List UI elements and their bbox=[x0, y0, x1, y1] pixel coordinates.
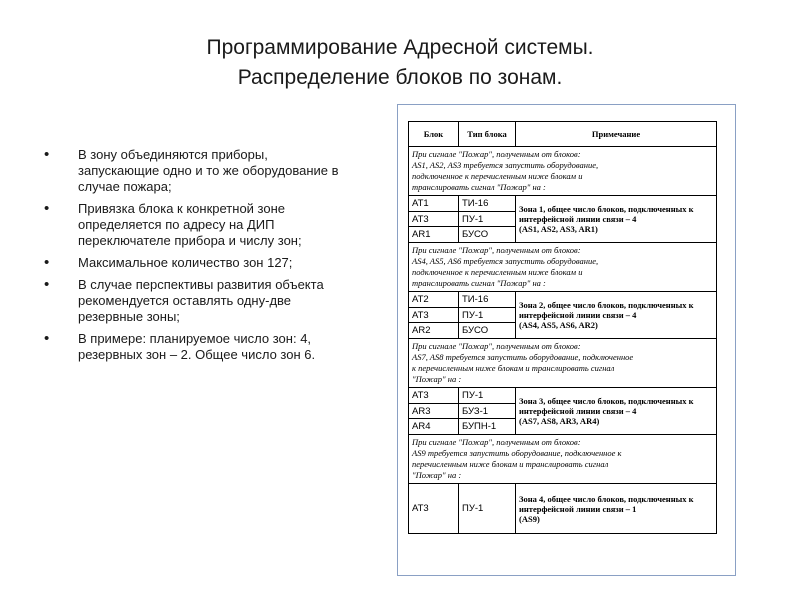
table-row bbox=[409, 292, 717, 308]
block-code-cell: АТ1 bbox=[409, 196, 459, 212]
bullet-item: • В зону объединяются приборы, запускающие одно и то же оборудование в случае пожара; bbox=[44, 147, 344, 195]
zone-blocks-table bbox=[408, 121, 717, 534]
block-type-cell: ПУ-1 bbox=[459, 212, 516, 227]
slide-title bbox=[0, 33, 800, 93]
block-type-cell: ТИ-16 bbox=[459, 292, 516, 308]
block-code-cell: АТ3 bbox=[409, 484, 459, 534]
header-note: Примечание bbox=[516, 122, 717, 147]
zone-note-cell bbox=[516, 388, 717, 435]
block-type-cell: БУПН-1 bbox=[459, 419, 516, 435]
zone-note-addresses: (AS9) bbox=[519, 513, 540, 524]
block-code-cell: AR4 bbox=[409, 419, 459, 435]
block-code-cell: АТ3 bbox=[409, 308, 459, 323]
condition-line: подключенное к перечисленным ниже блокам и bbox=[412, 267, 583, 277]
condition-line: При сигнале "Пожар", полученным от блоков: bbox=[412, 245, 581, 255]
document-image-frame bbox=[397, 104, 736, 576]
condition-line: AS9 требуется запустить оборудование, подключенное к bbox=[412, 448, 622, 458]
block-type-cell: БУСО bbox=[459, 227, 516, 243]
block-type-cell: БУЗ-1 bbox=[459, 404, 516, 419]
block-type-cell: БУСО bbox=[459, 323, 516, 339]
block-type-cell: ПУ-1 bbox=[459, 388, 516, 404]
bullet-item: • Максимальное количество зон 127; bbox=[44, 255, 344, 271]
block-type-cell: ПУ-1 bbox=[459, 484, 516, 534]
zone-note-addresses: (AS4, AS5, AS6, AR2) bbox=[519, 320, 598, 330]
condition-line: "Пожар" на : bbox=[412, 470, 462, 480]
zone-note-text: Зона 2, общее число блоков, подключенных к интерфейсной линии связи – 4 bbox=[519, 300, 694, 320]
header-block: Блок bbox=[409, 122, 459, 147]
condition-line: При сигнале "Пожар", полученным от блоков: bbox=[412, 437, 581, 447]
condition-line: подключенное к перечисленным ниже блокам и bbox=[412, 171, 583, 181]
condition-line: AS1, AS2, AS3 требуется запустить оборудование, bbox=[412, 160, 599, 170]
table-row bbox=[409, 196, 717, 212]
condition-line: перечисленным ниже блокам и транслировать сигнал bbox=[412, 459, 609, 469]
block-type-cell: ПУ-1 bbox=[459, 308, 516, 323]
block-code-cell: АТ3 bbox=[409, 212, 459, 227]
block-code-cell: АТ2 bbox=[409, 292, 459, 308]
table-header-row bbox=[409, 122, 717, 147]
block-code-cell: AR2 bbox=[409, 323, 459, 339]
block-type-cell: ТИ-16 bbox=[459, 196, 516, 212]
zone-note-cell bbox=[516, 292, 717, 339]
zone-condition-row bbox=[409, 339, 717, 388]
block-code-cell: AR1 bbox=[409, 227, 459, 243]
zone-condition-text bbox=[409, 435, 717, 484]
slide-title-line-1: Программирование Адресной системы. bbox=[206, 36, 594, 59]
block-code-cell: АТ3 bbox=[409, 388, 459, 404]
bullet-item: • Привязка блока к конкретной зоне определяется по адресу на ДИП переключателе прибора и числу зон; bbox=[44, 201, 344, 249]
zone-condition-row bbox=[409, 435, 717, 484]
condition-line: к перечисленным ниже блокам и транслировать сигнал bbox=[412, 363, 615, 373]
condition-line: При сигнале "Пожар", полученным от блоков: bbox=[412, 341, 581, 351]
zone-note-text: Зона 3, общее число блоков, подключенных к интерфейсной линии связи – 4 bbox=[519, 396, 694, 416]
zone-note-addresses: (AS7, AS8, AR3, AR4) bbox=[519, 416, 600, 426]
zone-note-cell bbox=[516, 196, 717, 243]
condition-line: транслировать сигнал "Пожар" на : bbox=[412, 182, 546, 192]
table-row bbox=[409, 388, 717, 404]
condition-line: AS4, AS5, AS6 требуется запустить оборудование, bbox=[412, 256, 599, 266]
zone-note-text: Зона 1, общее число блоков, подключенных к интерфейсной линии связи – 4 bbox=[519, 204, 694, 224]
zone-condition-row bbox=[409, 147, 717, 196]
block-code-cell: AR3 bbox=[409, 404, 459, 419]
zone-condition-text bbox=[409, 339, 717, 388]
zone-condition-text bbox=[409, 243, 717, 292]
zone-condition-row bbox=[409, 243, 717, 292]
zone-note-cell bbox=[516, 484, 717, 534]
condition-line: транслировать сигнал "Пожар" на : bbox=[412, 278, 546, 288]
bullet-item: • В случае перспективы развития объекта рекомендуется оставлять одну-две резервные зоны; bbox=[44, 277, 344, 325]
bullet-list bbox=[44, 147, 344, 369]
condition-line: При сигнале "Пожар", полученным от блоков: bbox=[412, 149, 581, 159]
slide-title-line-2: Распределение блоков по зонам. bbox=[237, 66, 563, 89]
condition-line: "Пожар" на : bbox=[412, 374, 462, 384]
zone-note-text: Зона 4, общее число блоков, подключенных к интерфейсной линии связи – 1 bbox=[519, 493, 694, 514]
table-body bbox=[409, 147, 717, 534]
table-row bbox=[409, 484, 717, 534]
bullet-item: • В примере: планируемое число зон: 4, резервных зон – 2. Общее число зон 6. bbox=[44, 331, 344, 363]
condition-line: AS7, AS8 требуется запустить оборудование, подключенное bbox=[412, 352, 634, 362]
zone-note-addresses: (AS1, AS2, AS3, AR1) bbox=[519, 224, 598, 234]
header-type: Тип блока bbox=[459, 122, 516, 147]
zone-condition-text bbox=[409, 147, 717, 196]
